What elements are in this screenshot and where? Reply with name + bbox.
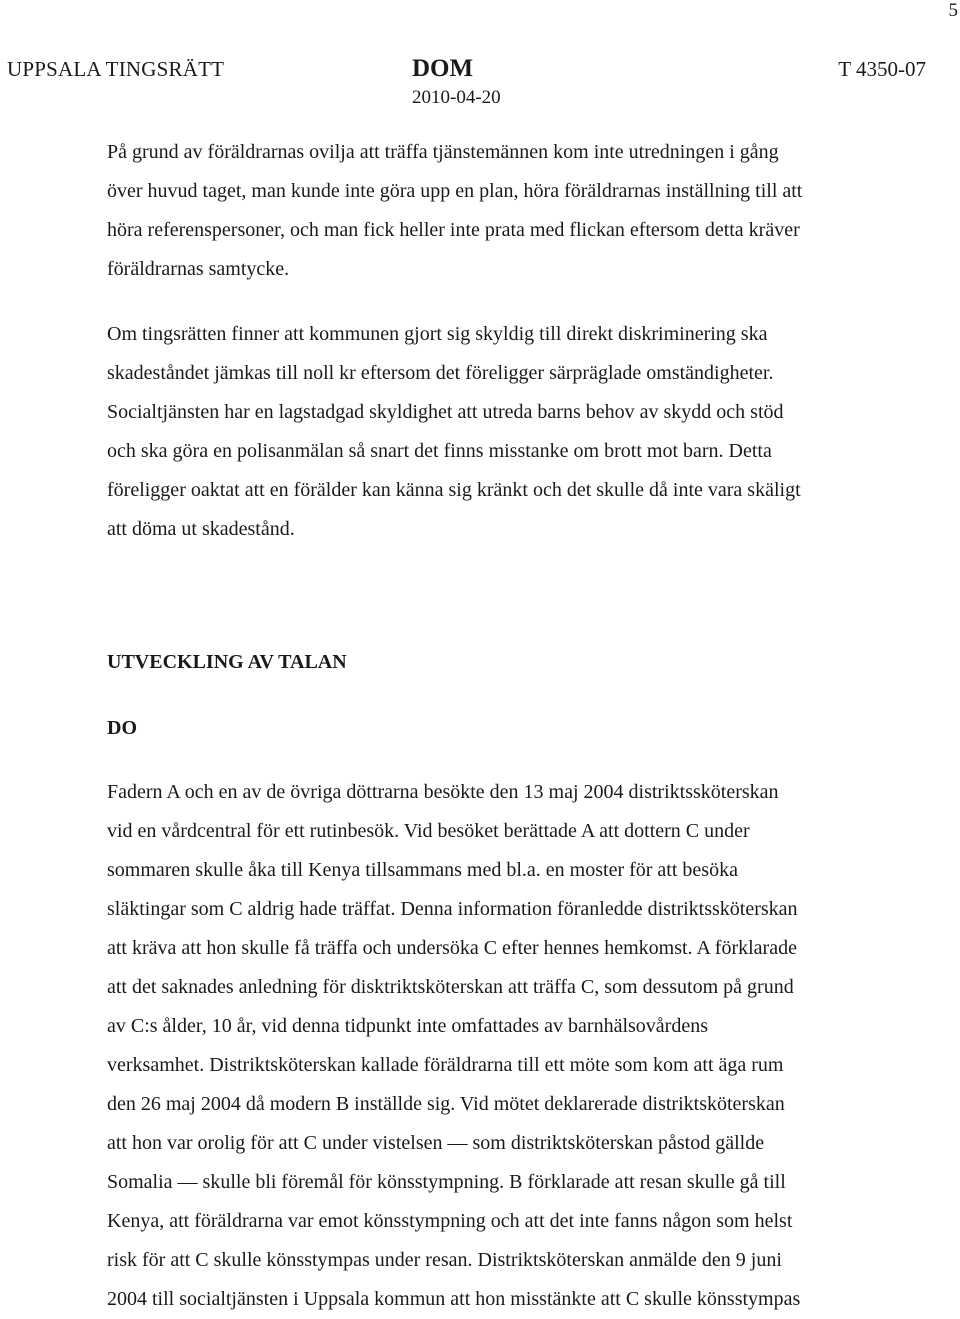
paragraph-2 [107, 315, 907, 549]
text-line: höra referenspersoner, och man fick heller inte prata med flickan eftersom detta kräver [107, 219, 800, 241]
text-line: 2004 till socialtjänsten i Uppsala kommun att hon misstänkte att C skulle könsstympas [107, 1288, 801, 1310]
text-line: föräldrarnas samtycke. [107, 258, 290, 280]
party-heading: DO [107, 717, 137, 739]
paragraph-3 [107, 773, 907, 1319]
document-type: DOM [412, 55, 474, 82]
paragraph-1 [107, 133, 907, 289]
text-line: och ska göra en polisanmälan så snart det finns misstanke om brott mot barn. Detta [107, 440, 772, 462]
section-heading: UTVECKLING AV TALAN [107, 651, 347, 673]
case-number: T 4350-07 [838, 57, 926, 81]
text-line: Fadern A och en av de övriga döttrarna besökte den 13 maj 2004 distriktssköterskan [107, 781, 779, 803]
text-line: att det saknades anledning för disktriktsköterskan att träffa C, som dessutom på grund [107, 976, 794, 998]
text-line: att döma ut skadestånd. [107, 518, 295, 540]
text-line: verksamhet. Distriktsköterskan kallade föräldrarna till ett möte som kom att äga rum [107, 1054, 784, 1076]
court-name: UPPSALA TINGSRÄTT [7, 57, 225, 81]
document-header [0, 56, 960, 116]
document-date: 2010-04-20 [412, 87, 501, 108]
text-line: sommaren skulle åka till Kenya tillsammans med bl.a. en moster för att besöka [107, 859, 738, 881]
text-line: risk för att C skulle könsstympas under resan. Distriktsköterskan anmälde den 9 juni [107, 1249, 782, 1271]
text-line: skadeståndet jämkas till noll kr eftersom det föreligger särpräglade omständigheter. [107, 362, 774, 384]
text-line: Kenya, att föräldrarna var emot könsstympning och att det inte fanns någon som helst [107, 1210, 793, 1232]
text-line: Somalia — skulle bli föremål för könsstympning. B förklarade att resan skulle gå till [107, 1171, 786, 1193]
text-line: att hon var orolig för att C under vistelsen — som distriktsköterskan påstod gällde [107, 1132, 765, 1154]
text-line: På grund av föräldrarnas ovilja att träffa tjänstemännen kom inte utredningen i gång [107, 141, 779, 163]
text-line: Om tingsrätten finner att kommunen gjort sig skyldig till direkt diskriminering ska [107, 323, 768, 345]
text-line: vid en vårdcentral för ett rutinbesök. Vid besöket berättade A att dottern C under [107, 820, 750, 842]
text-line: av C:s ålder, 10 år, vid denna tidpunkt inte omfattades av barnhälsovårdens [107, 1015, 709, 1037]
text-line: släktingar som C aldrig hade träffat. Denna information föranledde distriktssköterskan [107, 898, 798, 920]
text-line: den 26 maj 2004 då modern B inställde sig. Vid mötet deklarerade distriktsköterskan [107, 1093, 785, 1115]
text-line: föreligger oaktat att en förälder kan känna sig kränkt och det skulle då inte vara skäligt [107, 479, 801, 501]
text-line: att kräva att hon skulle få träffa och undersöka C efter hennes hemkomst. A förklarade [107, 937, 797, 959]
text-line: över huvud taget, man kunde inte göra upp en plan, höra föräldrarnas inställning till att [107, 180, 803, 202]
text-line: Socialtjänsten har en lagstadgad skyldighet att utreda barns behov av skydd och stöd [107, 401, 784, 423]
page-number: 5 [948, 0, 958, 21]
